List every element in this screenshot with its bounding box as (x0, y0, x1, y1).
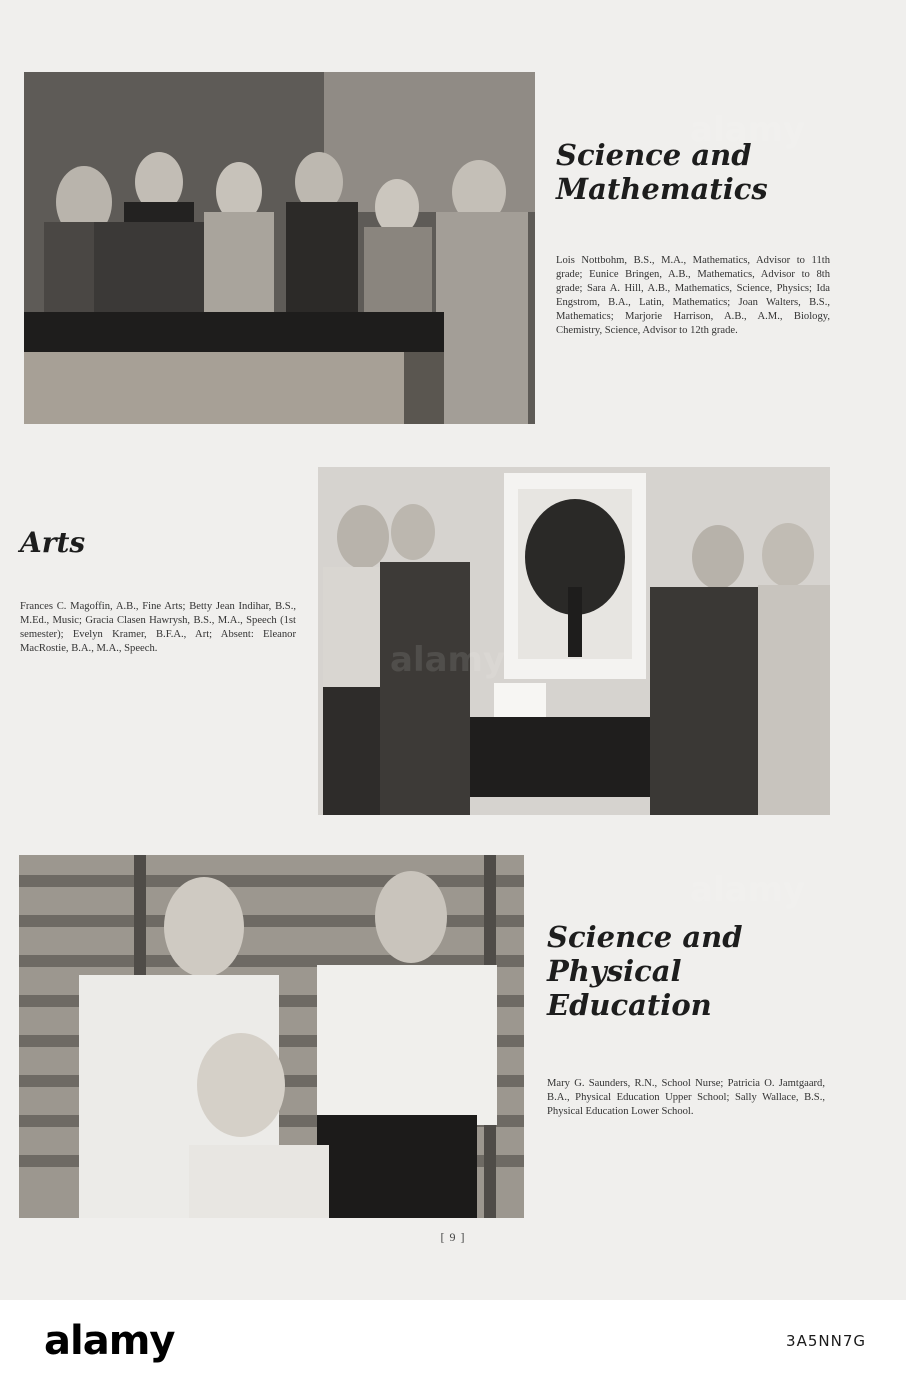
heading-line: Arts (20, 526, 86, 559)
page-number: [ 9 ] (440, 1230, 466, 1244)
arts-heading (20, 526, 85, 559)
alamy-logo: alamy (44, 1318, 175, 1364)
physical-education-caption: Mary G. Saunders, R.N., School Nurse; Patricia O. Jamtgaard, B.A., Physical Education Upper School; Sally Wallace, B.S., Physical Education Lower School. (547, 1078, 825, 1118)
heading-line: Physical (547, 954, 682, 989)
science-math-photo (24, 72, 535, 424)
image-id: 3A5NN7G (786, 1332, 866, 1350)
science-math-heading (556, 138, 768, 206)
watermark-logo: alamy (690, 110, 806, 150)
arts-photo (318, 467, 830, 815)
heading-line: Science and (547, 920, 743, 954)
stock-footer (0, 1300, 906, 1390)
heading-line: Education (547, 988, 712, 1023)
arts-caption: Frances C. Magoffin, A.B., Fine Arts; Betty Jean Indihar, B.S., M.Ed., Music; Gracia Clasen Hawrysh, B.S., M.A., Speech (1st semester); Evelyn Kramer, B.F.A., Art; Absent: Eleanor MacRostie, B.A., M.A., Speech. (20, 601, 296, 655)
watermark-logo: alamy (690, 870, 806, 910)
physical-education-photo (19, 855, 524, 1218)
heading-line: Science and (556, 138, 752, 172)
heading-line: Mathematics (556, 172, 768, 207)
physical-education-heading (547, 920, 743, 1023)
science-math-caption: Lois Nottbohm, B.S., M.A., Mathematics, Advisor to 11th grade; Eunice Bringen, A.B., Mathematics, Advisor to 8th grade; Sara A. Hill, A.B., Mathematics, Science, Physics; Ida Engstrom, B.A., Latin, Mathematics; Joan Walters, B.S., Mathematics; Marjorie Harrison, A.B., A.M., Biology, Chemistry, Science, Advisor to 12th grade. (556, 255, 830, 337)
